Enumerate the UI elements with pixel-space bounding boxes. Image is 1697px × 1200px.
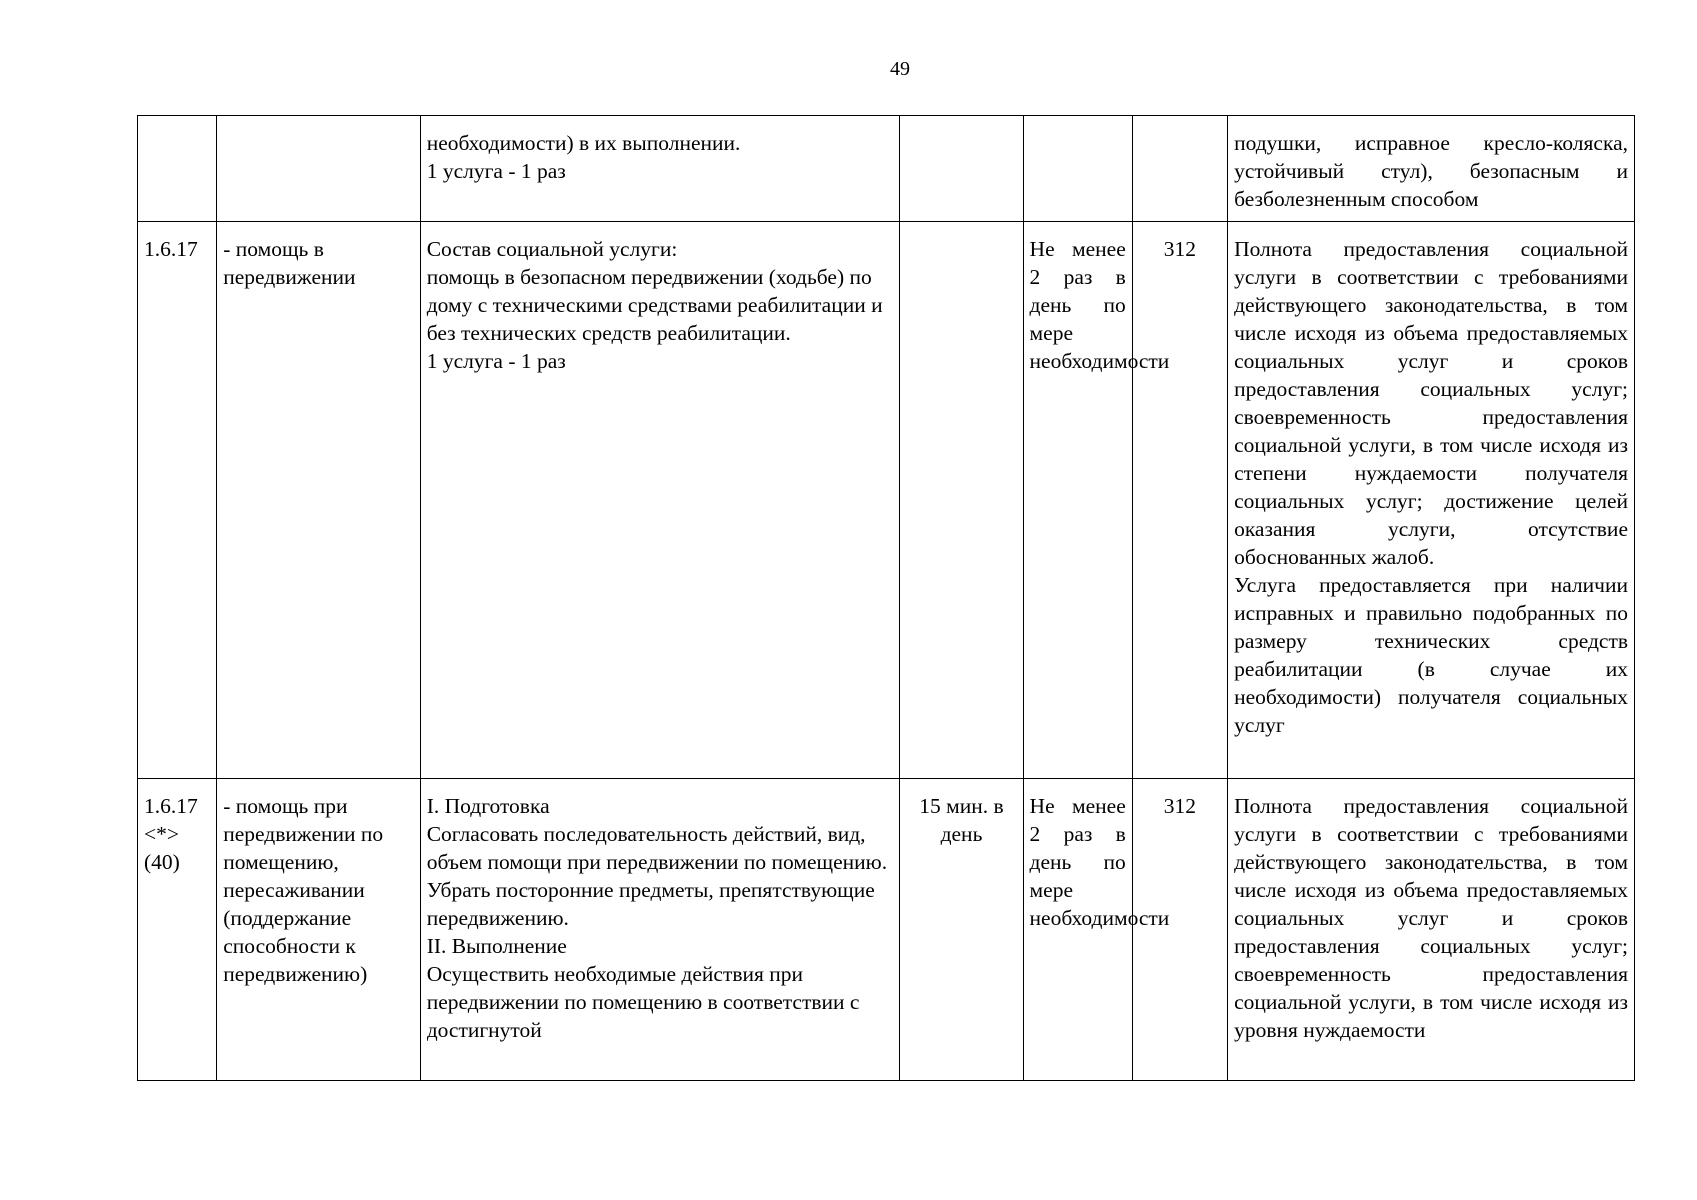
description-line: необходимости) в их выполнении. <box>426 131 741 155</box>
description-line: I. Подготовка <box>426 794 550 818</box>
service-description-cell <box>420 116 900 222</box>
description-line: II. Выполнение <box>426 934 567 958</box>
service-time-cell <box>900 116 1023 222</box>
description-line: Осуществить необходимые действия при передвижении по помещению в соответствии с достигнутой <box>426 962 860 1042</box>
service-code-note: (40) <box>144 850 180 874</box>
service-code-cell <box>138 779 217 1081</box>
service-description-cell <box>420 779 900 1081</box>
service-code-suffix: <*> <box>144 822 180 846</box>
services-table <box>137 115 1635 1081</box>
page-number: 49 <box>890 58 910 80</box>
description-line: 1 услуга - 1 раз <box>426 349 566 373</box>
service-code-cell <box>138 116 217 222</box>
service-periodicity-cell: Не менее 2 раз в день по мере необходимости <box>1023 779 1132 1081</box>
description-line: помощь в безопасном передвижении (ходьбе) по дому с техническими средствами реабилитации и без технических средств реабилитации. <box>426 265 883 345</box>
service-name-cell: - помощь в передвижении <box>217 222 420 779</box>
service-conditions-cell <box>1228 222 1635 779</box>
service-name-cell <box>217 116 420 222</box>
conditions-paragraph: Услуга предоставляется при наличии исправных и правильно подобранных по размеру технических средств реабилитации (в случае их необходимости) получателя социальных услуг <box>1234 573 1628 737</box>
service-conditions-cell: подушки, исправное кресло-коляска, устойчивый стул), безопасным и безболезненным способом <box>1228 116 1635 222</box>
service-time-cell <box>900 222 1023 779</box>
table-row <box>138 116 1635 222</box>
description-line: 1 услуга - 1 раз <box>426 159 566 183</box>
service-code-cell: 1.6.17 <box>138 222 217 779</box>
service-name-cell: - помощь при передвижении по помещению, пересаживании (поддержание способности к передвижению) <box>217 779 420 1081</box>
service-time-cell: 15 мин. в день <box>900 779 1023 1081</box>
conditions-paragraph: Полнота предоставления социальной услуги в соответствии с требованиями действующего законодательства, в том числе исходя из объема предоставляемых социальных услуг и сроков предоставления социальных услуг; своевременность предоставления социальной услуги, в том числе исходя из уровня нуждаемости <box>1234 794 1628 1042</box>
service-description-cell <box>420 222 900 779</box>
table-row <box>138 779 1635 1081</box>
service-quantity-cell: 312 <box>1132 222 1227 779</box>
service-code: 1.6.17 <box>144 794 198 818</box>
service-quantity-cell <box>1132 116 1227 222</box>
service-quantity-cell: 312 <box>1132 779 1227 1081</box>
description-line: Состав социальной услуги: <box>426 237 678 261</box>
description-line: Согласовать последовательность действий, вид, объем помощи при передвижении по помещению. Убрать посторонние предметы, препятствующие передвижению. <box>426 822 888 930</box>
service-periodicity-cell <box>1023 116 1132 222</box>
table-row <box>138 222 1635 779</box>
conditions-paragraph: Полнота предоставления социальной услуги в соответствии с требованиями действующего законодательства, в том числе исходя из объема предоставляемых социальных услуг и сроков предоставления социальных услуг; своевременность предоставления социальной услуги, в том числе исходя из степени нуждаемости получателя социальных услуг; достижение целей оказания услуги, отсутствие обоснованных жалоб. <box>1234 237 1628 569</box>
service-periodicity-cell: Не менее 2 раз в день по мере необходимости <box>1023 222 1132 779</box>
service-conditions-cell <box>1228 779 1635 1081</box>
